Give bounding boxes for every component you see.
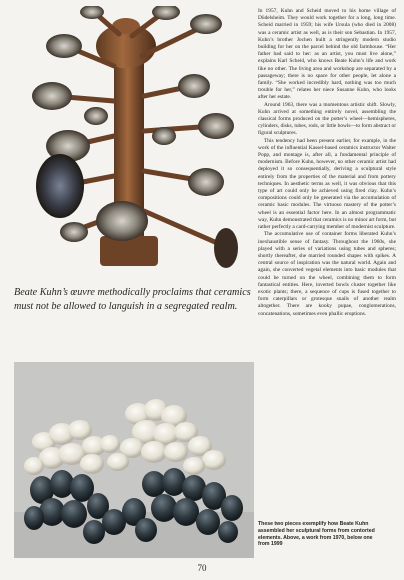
paragraph-4: The accumulative use of container forms liberated Kuhn’s inexhaustible sense of fantasy. Throughout the 1960s, she played with a series of variations using tubes and spheres; shortly thereafter, she married rounded shapes with spikes. A central source of inspiration was the natural world. Again and again, she converted vegetal elements into basic modules that could be turned on the wheel, combining them to form fantastical entities. Here, inverted bowls cluster together like exotic plants; there, a sequence of cups is fused together to form caterpillars or grotesque snails of another realm altogether. There are kooky pupae, conglomerations, concatenations, sometimes even phallic eruptions. [258,231,396,317]
sculpture-photo-top [14,6,254,272]
article-text-column [258,8,396,318]
page-number: 70 [197,563,207,573]
sculpture-photo-bottom [14,362,254,558]
paragraph-2: Around 1963, there was a momentous artistic shift. Slowly, Kuhn arrived at something entirely novel, assembling the classical forms produced on the potter’s wheel—hemispheres, cylinders, disks, tubes, rods, or little bowls—to form abstract or figural sculptures. [258,101,396,137]
paragraph-3: This tendency had been present earlier, for example, in the work of the influential Kassel-based ceramics instructor Walter Popp, and montage is, after all, a fundamental principle of modernism. Before Kuhn, however, no other ceramic artist had deployed it so consequentially, deriving a sculptural style entirely from the properties of the material and from pottery techniques. In aesthetic terms as well, it was obvious that this type of art could only be achieved using fired clay. Kuhn’s compositions could only be generated via the accumulation of ceramic basic modules. The virtuoso mastery of the potter’s wheel is an essential factor here. In an almost programmatic way, Kuhn demonstrated that ceramics is no minor art form, but rather perfectly a card-carrying member of modernist sculpture. [258,137,396,231]
side-caption: These two pieces exemplify how Beate Kuhn assembled her sculptural forms from contorted elements. Above, a work from 1970, below one from 1999 [258,521,375,548]
image-caption: Beate Kuhn’s œuvre methodically proclaims that ceramics must not be allowed to languish in a segregated realm. [14,287,251,312]
paragraph-1: In 1957, Kuhn and Scheid moved to his home village of Düdelsheim. They would work together for a long, long time. Scheid married in 1959; his wife Ursula (who died in 2008) was a ceramic artist as well, as is their son Sebastian. In 1957, Kuhn’s brother Jochen built a stringently modern studio building for her on the parcel behind the old farmhouse. “Her father had said to her: as an artist, you must live alone,” explains Karl Scheid, who knows Beate Kuhn’s life and work like no other. The living area and workshop are separated by a passageway; there is no space for other people, let alone a family. “She worked incredibly hard, nothing was too much trouble for her,” relates her niece Susanne Kuhn, who looks after her estate. [258,8,396,101]
